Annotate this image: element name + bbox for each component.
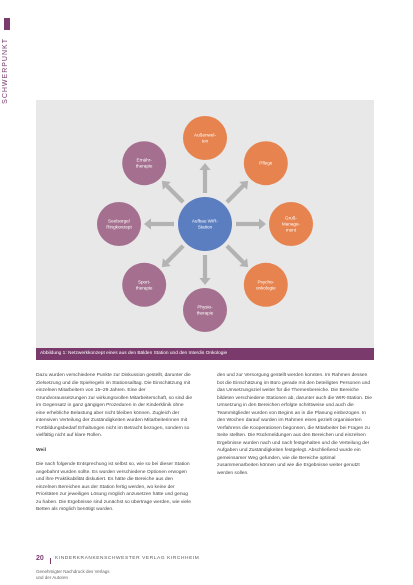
arrow-top-right: [225, 181, 248, 204]
node-label-left: Seelsorge/: [108, 218, 130, 224]
node-label-bottom: Physio-: [197, 304, 213, 310]
text-column-right: [217, 372, 375, 484]
page-number: 20: [36, 555, 44, 562]
paragraph: den und zur Versorgung gestellt werden konnten. Im Rahmen dessen bot die Einschätzung im Büro gerade mit den beteiligten Personen und das Umsetzungsziel weiter für die Themenbereiche. Die Bereiche bildeten verschiedene Stationen ab, darunter auch die WIR-Station. Die Umsetzung in den Bereichen erfolgte schrittweise und auch die Teammitglieder wurden von Beginn an in die Planung einbezogen. In den Wochen darauf wurden im Rahmen eines gezielt organisierten Verfahrens die Kooperationen begonnen, die Mitarbeiter bei Fragen zu Seite stellten. Die Rückmeldungen aus den Bereichen und einzelnen Ergebnisse wurden nach und nach festgehalten und die Verteilung der Aufgaben und Zuständigkeiten festgelegt. Abschließend wurde ein gemeinsamer Weg gefunden, wie die Bereiche optimal zusammenarbeiten können und wie die Ergebnisse weiter genutzt werden sollen.: [217, 373, 372, 476]
side-tab: [0, 0, 16, 585]
arrow-bottom-right: [225, 244, 248, 267]
arrow-left: [144, 218, 174, 229]
reprint-note: [36, 569, 110, 581]
node-label-top: ten: [201, 138, 209, 144]
section-label: SCHWERPUNKT: [2, 38, 9, 104]
footer-divider: [50, 558, 51, 564]
node-label-bottom-right: Psycho-: [257, 279, 275, 285]
node-label-bottom-right: onkologie: [255, 285, 276, 291]
arrow-right: [236, 218, 266, 229]
paragraph: Dazu wurden verschiedene Punkte zur Diskussion gestellt, darunter die Zielsetzung und die Spielregeln im Stationsalltag. Die Einschätzung mit einzelnen Mitarbeitern von 15–29 Jahren. Eine der Grundvoraussetzungen zur wirkungsvollen Mitarbeiterschaft, so sind die im Gegensatz in ganz gängigen Prozeduren in der Kinderklinik ohne eine erhebliche Belastung aber nicht bleiben können. Zugleich der intensiven Verteilung der Zuständigkeiten wurden Mitarbeiterinnen mit Fortbildungsbedarf Erhaltungen nicht im Betracht bezogen, sondern so vielfältig nicht auf klare Rollen.: [36, 373, 193, 438]
reprint-note-line: und der Autoren: [36, 575, 69, 580]
side-accent-bar: [4, 18, 10, 30]
arrow-bottom: [199, 255, 210, 285]
node-label-top: Außenwel-: [194, 132, 216, 138]
node-label-top-right: Pflege: [259, 160, 273, 166]
arrow-bottom-left: [162, 244, 185, 267]
diagram-canvas: [36, 100, 374, 348]
node-label-top-left: Ernähr-: [136, 157, 152, 163]
node-label-left: Ringkonzept: [106, 224, 132, 230]
text-column-left: [36, 372, 194, 521]
center-node-label: Aufbau WIR-: [191, 218, 219, 224]
center-node-label: Station: [197, 224, 213, 230]
arrow-top: [199, 163, 210, 193]
node-label-right: Gruß-: [285, 215, 297, 221]
subheading: Weil: [36, 447, 46, 453]
journal-name: KINDERKRANKENSCHWESTER VERLAG KIRCHHEIM: [55, 556, 200, 561]
node-label-right: ment: [285, 227, 297, 233]
node-label-bottom-left: Sport-: [137, 279, 151, 285]
paragraph: Die nach folgende Entsprechung ist selbst so, wie so bei dieser Station angebahnt wurden sollte. Es wurden verschiedene Optionen erwogen und ihre Praktikabilität diskutiert. Es hätte die Bereiche aus den einzelnen Bereichen aus der Station fertig werden, wo keine der Prioritäten zur jeweiligen Lösung möglich anzusetzen hätte und genug zu haben. Die Ergebnisse sind zunächst so übertrage werden, wie viele Betten als möglich benötigt wurden.: [36, 462, 191, 512]
figure-caption: Abbildung 1: Netzwerkkonzept eines aus den Bälden Station und den Interdis Onkologie: [36, 348, 374, 360]
node-label-top-left: therapie: [135, 163, 153, 169]
arrow-top-left: [162, 181, 185, 204]
node-label-bottom-left: therapie: [135, 285, 153, 291]
reprint-note-line: Genehmigter Nachdruck des Verlags: [36, 569, 110, 574]
network-diagram: [36, 100, 374, 348]
node-label-bottom: therapie: [196, 310, 214, 316]
node-label-right: Manage-: [281, 221, 301, 227]
